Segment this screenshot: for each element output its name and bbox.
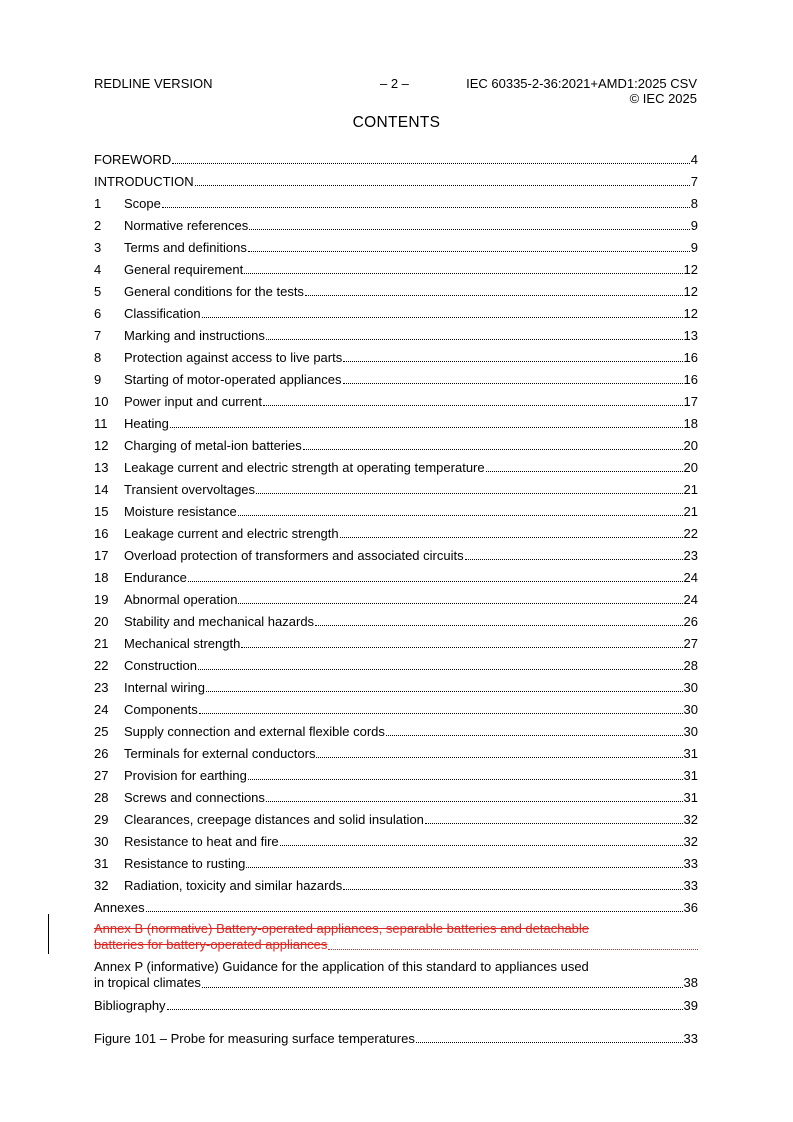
toc-entry-number: 13 (94, 460, 109, 475)
toc-entry-bibliography[interactable] (94, 991, 698, 1013)
dot-leader (340, 526, 683, 538)
toc-entry-page: 33 (683, 1031, 698, 1046)
toc-entry-clause-3[interactable] (94, 233, 698, 255)
toc-entry-number: 7 (94, 328, 102, 343)
header-copyright: © IEC 2025 (629, 91, 697, 106)
toc-entry-label: Supply connection and external flexible cords (124, 724, 385, 739)
change-bar (48, 914, 49, 954)
toc-entry-clause-17[interactable] (94, 541, 698, 563)
toc-entry-clause-10[interactable] (94, 387, 698, 409)
toc-entry-page: 31 (683, 746, 698, 761)
dot-leader (248, 768, 683, 780)
toc-entry-clause-6[interactable] (94, 299, 698, 321)
dot-leader (206, 680, 683, 692)
toc-entry-clause-28[interactable] (94, 783, 698, 805)
toc-entry-number: 20 (94, 614, 109, 629)
dot-leader (238, 592, 682, 604)
toc-entry-label: Heating (124, 416, 169, 431)
dot-leader (246, 856, 682, 868)
header-document-status: REDLINE VERSION (94, 76, 213, 91)
toc-entry-label: Components (124, 702, 198, 717)
toc-entry-label: Terms and definitions (124, 240, 247, 255)
toc-entry-label: Bibliography (94, 998, 166, 1013)
deleted-line-1: Annex B (normative) Battery-operated appliances, separable batteries and detachable (94, 921, 590, 936)
toc-entry-number: 29 (94, 812, 109, 827)
toc-entry-clause-8[interactable] (94, 343, 698, 365)
toc-entry-page: 12 (683, 306, 698, 321)
toc-entry-label: Classification (124, 306, 201, 321)
toc-entry-page: 21 (683, 482, 698, 497)
toc-entry-label: Construction (124, 658, 197, 673)
dot-leader (280, 834, 683, 846)
toc-entry-page: 30 (683, 680, 698, 695)
dot-leader (315, 614, 682, 626)
dot-leader (316, 746, 682, 758)
toc-entry-page: 22 (683, 526, 698, 541)
toc-entry-number: 9 (94, 372, 102, 387)
dot-leader (248, 240, 690, 252)
page-title: CONTENTS (352, 114, 441, 131)
toc-entry-label: Protection against access to live parts (124, 350, 343, 365)
toc-entry-label: Starting of motor-operated appliances (124, 372, 342, 387)
toc-entry-annex-p[interactable] (94, 959, 698, 991)
deleted-line-2-row (94, 937, 698, 953)
toc-entry-label: Leakage current and electric strength at operating temperature (124, 460, 485, 475)
toc-entry-number: 31 (94, 856, 109, 871)
dot-leader (244, 262, 682, 274)
toc-entry-label: Mechanical strength (124, 636, 241, 651)
toc-entry-number: 21 (94, 636, 109, 651)
toc-entry-number: 11 (94, 416, 108, 431)
toc-entry-number: 27 (94, 768, 109, 783)
toc-entry-figure-101[interactable] (94, 1031, 698, 1046)
toc-entry-clause-20[interactable] (94, 607, 698, 629)
toc-entry-deleted-annex-b (94, 921, 698, 953)
toc-entry-clause-24[interactable] (94, 695, 698, 717)
toc-entry-page: 9 (690, 240, 698, 255)
toc-entry-label: General requirement (124, 262, 244, 277)
toc-entry-number: 18 (94, 570, 109, 585)
toc-entry-label: Internal wiring (124, 680, 205, 695)
dot-leader (305, 284, 683, 296)
dot-leader (202, 976, 683, 988)
toc-entry-clause-13[interactable] (94, 453, 698, 475)
toc-entry-page: 38 (683, 975, 698, 990)
toc-entry-label: INTRODUCTION (94, 174, 194, 189)
dot-leader (162, 196, 690, 208)
toc-entry-label: Annexes (94, 900, 145, 915)
toc-entry-number: 6 (94, 306, 102, 321)
deleted-line-2: batteries for battery-operated appliances (94, 937, 328, 952)
toc-entry-clause-4[interactable] (94, 255, 698, 277)
toc-entry-page: 8 (690, 196, 698, 211)
dot-leader (256, 482, 683, 494)
toc-entry-clause-27[interactable] (94, 761, 698, 783)
toc-entry-clause-18[interactable] (94, 563, 698, 585)
toc-entry-page: 32 (683, 834, 698, 849)
dot-leader (198, 658, 683, 670)
toc-entry-number: 32 (94, 878, 109, 893)
toc-entry-clause-21[interactable] (94, 629, 698, 651)
toc-entry-number: 1 (94, 196, 102, 211)
toc-entry-page: 23 (683, 548, 698, 563)
toc-entry-page: 33 (683, 856, 698, 871)
dot-leader (241, 636, 682, 648)
toc-entry-label: Abnormal operation (124, 592, 238, 607)
toc-entry-label: Marking and instructions (124, 328, 265, 343)
toc-entry-number: 28 (94, 790, 109, 805)
dot-leader (249, 218, 689, 230)
toc-entry-label: Transient overvoltages (124, 482, 256, 497)
toc-entry-page: 7 (690, 174, 698, 189)
toc-entry-clause-25[interactable] (94, 717, 698, 739)
dot-leader (486, 460, 683, 472)
toc-entry-page: 24 (683, 570, 698, 585)
dot-leader (172, 152, 689, 164)
toc-entry-clause-26[interactable] (94, 739, 698, 761)
header-page-number: – 2 – (380, 76, 409, 91)
toc-entry-number: 16 (94, 526, 109, 541)
dot-leader (188, 570, 683, 582)
toc-entry-label: Stability and mechanical hazards (124, 614, 315, 629)
figure-label: Figure 101 – Probe for measuring surface temperatures (94, 1031, 415, 1046)
dot-leader (238, 504, 683, 516)
toc-entry-number: 26 (94, 746, 109, 761)
toc-entry-clause-23[interactable] (94, 673, 698, 695)
toc-entry-page: 28 (683, 658, 698, 673)
toc-entry-page: 31 (683, 790, 698, 805)
toc-entry-label: Terminals for external conductors (124, 746, 316, 761)
dot-leader (199, 702, 683, 714)
toc-entry-clause-9[interactable] (94, 365, 698, 387)
toc-entry-label: Resistance to heat and fire (124, 834, 279, 849)
toc-entry-label: Power input and current (124, 394, 263, 409)
toc-entry-page: 31 (683, 768, 698, 783)
toc-entry-number: 25 (94, 724, 109, 739)
toc-entry-label: Clearances, creepage distances and solid insulation (124, 812, 424, 827)
table-of-contents (94, 145, 698, 1013)
toc-entry-number: 17 (94, 548, 109, 563)
toc-entry-page: 27 (683, 636, 698, 651)
annex-p-line-2-row (94, 975, 698, 991)
header-standard-id: IEC 60335-2-36:2021+AMD1:2025 CSV (466, 76, 697, 91)
toc-entry-clause-22[interactable] (94, 651, 698, 673)
toc-entry-number: 14 (94, 482, 109, 497)
toc-entry-label: Radiation, toxicity and similar hazards (124, 878, 343, 893)
toc-entry-foreword[interactable] (94, 145, 698, 167)
toc-entry-number: 19 (94, 592, 109, 607)
dot-leader (170, 416, 683, 428)
toc-entry-label: Leakage current and electric strength (124, 526, 339, 541)
toc-entry-number: 3 (94, 240, 102, 255)
toc-entry-page: 32 (683, 812, 698, 827)
dot-leader (416, 1031, 683, 1043)
toc-entry-clause-5[interactable] (94, 277, 698, 299)
annex-p-line-2: in tropical climates (94, 975, 201, 990)
dot-leader (343, 878, 682, 890)
toc-entry-page: 4 (690, 152, 698, 167)
toc-entry-clause-30[interactable] (94, 827, 698, 849)
header-standard-reference (466, 76, 697, 106)
toc-entry-number: 4 (94, 262, 102, 277)
toc-entry-clause-7[interactable] (94, 321, 698, 343)
toc-entry-page: 24 (683, 592, 698, 607)
toc-entry-clause-19[interactable] (94, 585, 698, 607)
toc-entry-page: 39 (683, 998, 698, 1013)
toc-entry-page: 33 (683, 878, 698, 893)
toc-entry-label: General conditions for the tests (124, 284, 304, 299)
dot-leader (343, 372, 683, 384)
toc-entry-clause-31[interactable] (94, 849, 698, 871)
dot-leader (195, 174, 690, 186)
toc-entry-number: 8 (94, 350, 102, 365)
annex-p-line-1: Annex P (informative) Guidance for the application of this standard to appliances used (94, 959, 589, 974)
toc-entry-clause-29[interactable] (94, 805, 698, 827)
toc-entry-page: 20 (683, 438, 698, 453)
dot-leader (202, 306, 683, 318)
toc-entry-annexes[interactable] (94, 893, 698, 915)
dot-leader (266, 328, 683, 340)
dot-leader (386, 724, 683, 736)
toc-entry-label: Scope (124, 196, 161, 211)
toc-entry-clause-12[interactable] (94, 431, 698, 453)
toc-entry-page: 18 (683, 416, 698, 431)
toc-entry-number: 22 (94, 658, 109, 673)
toc-entry-clause-1[interactable] (94, 189, 698, 211)
toc-entry-clause-15[interactable] (94, 497, 698, 519)
toc-entry-label: Screws and connections (124, 790, 265, 805)
toc-entry-page: 30 (683, 724, 698, 739)
toc-entry-page: 16 (683, 350, 698, 365)
toc-entry-page: 30 (683, 702, 698, 717)
toc-entry-number: 15 (94, 504, 109, 519)
dot-leader (263, 394, 683, 406)
dot-leader (425, 812, 683, 824)
toc-entry-label: Resistance to rusting (124, 856, 246, 871)
toc-entry-clause-16[interactable] (94, 519, 698, 541)
toc-entry-page: 36 (683, 900, 698, 915)
toc-entry-label: Moisture resistance (124, 504, 237, 519)
toc-entry-page: 13 (683, 328, 698, 343)
clause-list (94, 189, 698, 893)
toc-entry-introduction[interactable] (94, 167, 698, 189)
toc-entry-page: 12 (683, 284, 698, 299)
toc-entry-label: Normative references (124, 218, 249, 233)
dot-leader (328, 938, 698, 950)
toc-entry-number: 2 (94, 218, 102, 233)
toc-entry-number: 23 (94, 680, 109, 695)
dot-leader (343, 350, 682, 362)
toc-entry-number: 24 (94, 702, 109, 717)
dot-leader (146, 900, 683, 912)
toc-entry-label: Overload protection of transformers and associated circuits (124, 548, 464, 563)
toc-entry-label: Provision for earthing (124, 768, 247, 783)
toc-entry-clause-14[interactable] (94, 475, 698, 497)
toc-entry-number: 10 (94, 394, 109, 409)
dot-leader (303, 438, 683, 450)
toc-entry-clause-2[interactable] (94, 211, 698, 233)
toc-entry-clause-32[interactable] (94, 871, 698, 893)
toc-entry-page: 16 (683, 372, 698, 387)
toc-entry-label: Charging of metal-ion batteries (124, 438, 302, 453)
toc-entry-label: FOREWORD (94, 152, 172, 167)
toc-entry-number: 30 (94, 834, 109, 849)
toc-entry-page: 21 (683, 504, 698, 519)
toc-entry-clause-11[interactable] (94, 409, 698, 431)
dot-leader (465, 548, 683, 560)
dot-leader (167, 998, 683, 1010)
dot-leader (266, 790, 683, 802)
toc-entry-page: 26 (683, 614, 698, 629)
toc-entry-label: Endurance (124, 570, 187, 585)
toc-entry-number: 5 (94, 284, 102, 299)
toc-entry-page: 17 (683, 394, 698, 409)
toc-entry-page: 12 (683, 262, 698, 277)
toc-entry-page: 20 (683, 460, 698, 475)
toc-entry-page: 9 (690, 218, 698, 233)
toc-entry-number: 12 (94, 438, 109, 453)
